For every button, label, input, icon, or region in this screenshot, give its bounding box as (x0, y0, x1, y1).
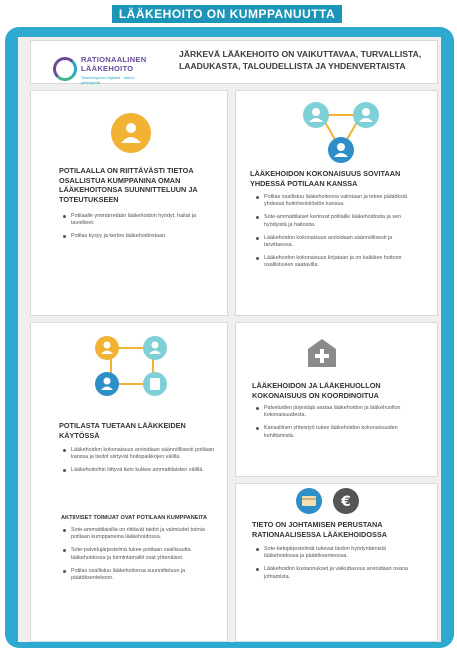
logo-line2: LÄÄKEHOITO (81, 64, 134, 73)
person-icon (111, 113, 151, 153)
bullet-list (254, 405, 420, 446)
list-item: Lääkehoidon kustannukset ja vaikuttavuus arvioidaan osana johtamista. (254, 566, 420, 580)
list-item: Lääkehoidon kokonaisuus arvioidaan säännöllisesti potilaan kanssa ja tiedot siirtyvät hoitopaikkojen välillä. (61, 447, 219, 461)
list-item: Sote-palvelujärjestelmä tukee potilaan osallisuutta lääkehoidossa ja toimintamallit ovat yhtenäiset. (61, 547, 219, 561)
list-item: Kansallinen yhteistyö tukee lääkehoidon kokonaisuuden kehittämistä. (254, 425, 420, 439)
list-item: Palveluiden järjestäjä vastaa lääkehoidon ja lääkehuollon kokonaisuudesta. (254, 405, 420, 419)
logo-line1: RATIONAALINEN (81, 55, 147, 64)
card-medicine-use (30, 322, 228, 642)
bullet-list (254, 546, 420, 587)
bullet-list (61, 527, 219, 588)
logo-icon (53, 57, 77, 81)
header-card (30, 40, 438, 84)
list-item: Potilas osallistuu lääkehoitonsa valintaan ja tekee päätöksiä yhdessä hoitohenkilöstön kanssa. (254, 194, 420, 208)
section-title: POTILASTA TUETAAN LÄÄKKEIDEN KÄYTÖSSÄ (59, 421, 186, 440)
bullet-list (254, 194, 420, 276)
bullet-list (61, 213, 201, 247)
list-item: Lääkehoitoihin liittyvä tieto kulkee ammattilaisten välillä. (61, 467, 219, 474)
support-network-icon (93, 331, 173, 401)
card-medication-whole (235, 90, 438, 316)
pharmacy-house-icon (306, 337, 338, 369)
card-coordination (235, 322, 438, 477)
page-title: LÄÄKEHOITO ON KUMPPANUUTTA (112, 5, 342, 23)
subheading: AKTIIVISET TOIMIJAT OVAT POTILAAN KUMPPANEITA (61, 515, 208, 521)
section-title: POTILAALLA ON RIITTÄVÄSTI TIETOA OSALLISTUA KUMPPANINA OMAN LÄÄKEHOITONSA SUUNNITTELUUN JA TOTEUTUKSEEN (59, 166, 198, 204)
list-item: Potilaalle ymmärretään lääkehoidon hyödyt, haitat ja tavoitteet. (61, 213, 201, 227)
euro-icon (333, 488, 359, 514)
header-text: JÄRKEVÄ LÄÄKEHOITO ON VAIKUTTAVAA, TURVALLISTA, LAADUKASTA, TALOUDELLISTA JA YHDENVERTAISTA (179, 49, 422, 71)
section-title: LÄÄKEHOIDON JA LÄÄKEHUOLLON KOKONAISUUS ON KOORDINOITUA (252, 381, 381, 400)
list-item: Potilas osallistuu lääkehoitonsa suunnitteluun ja päätöksentekoon. (61, 568, 219, 582)
network-icon (261, 95, 421, 165)
list-item: Lääkehoidon kokonaisuus kirjataan ja on kaikkien hoitoon osallistuvien saatavilla. (254, 255, 420, 269)
svg-text:€: € (341, 494, 351, 510)
list-item: Lääkehoidon kokonaisuus arvioidaan säännöllisesti ja tarvittaessa. (254, 235, 420, 249)
list-item: Sote-ammattilaisilla on riittävät taidot ja valmiudet toimia potilaan kumppaneina lääkehoidossa. (61, 527, 219, 541)
logo-tagline: Toimeenpano-ohjelma · tietoa · yhteistyötä (81, 75, 137, 85)
section-title: TIETO ON JOHTAMISEN PERUSTANA RATIONAALISESSA LÄÄKEHOIDOSSA (252, 520, 387, 539)
card-knowledge-management (235, 483, 438, 642)
list-item: Sote-tietojärjestelmät tukevat tiedon hyödyntämistä lääkehoidossa ja päätöksenteossa. (254, 546, 420, 560)
bullet-list (61, 447, 219, 481)
list-item: Potilas kysyy ja kertoo lääkehoidostaan. (61, 233, 201, 240)
section-title: LÄÄKEHOIDON KOKONAISUUS SOVITAAN YHDESSÄ POTILAAN KANSSA (250, 169, 401, 188)
card-patient-info (30, 90, 228, 316)
logo (53, 53, 153, 85)
payment-card-icon (296, 488, 322, 514)
list-item: Sote-ammattilaiset kertovat potilaille lääkehoidosta ja sen hyödyistä ja haitoista. (254, 214, 420, 228)
